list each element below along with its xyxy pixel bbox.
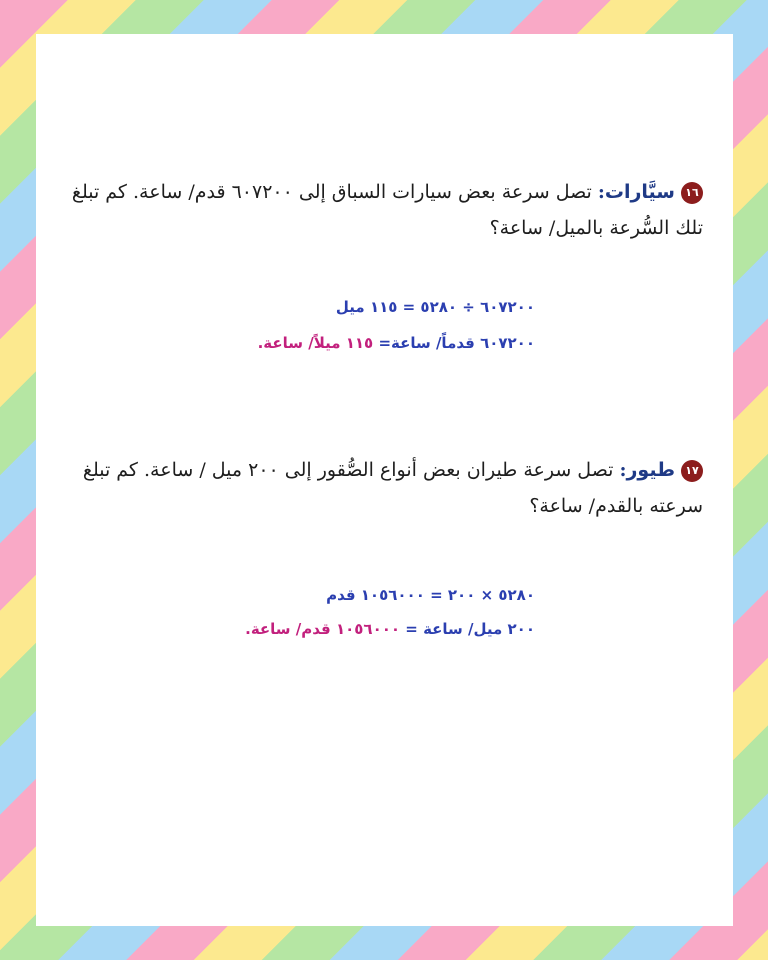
answer-16-line-2-pink: ١١٥ ميلاً/ ساعة. [257, 334, 374, 352]
topic-colon: : [597, 181, 605, 203]
problem-number-badge: ١٦ [681, 182, 703, 204]
answer-17-line-1: ٥٢٨٠ × ٢٠٠ = ١٠٥٦٠٠٠ قدم [326, 586, 535, 604]
answer-17-line-2-pink: ١٠٥٦٠٠٠ قدم/ ساعة. [245, 620, 401, 638]
problem-topic: طيور [626, 459, 675, 481]
topic-colon: : [619, 459, 627, 481]
answer-16-line-2-blue: ٦٠٧٢٠٠ قدماً/ ساعة= [378, 334, 535, 352]
answer-17-line-2 [245, 620, 535, 638]
problem-topic: سيَّارات [604, 181, 675, 203]
problem-16 [53, 174, 703, 246]
problem-number-badge: ١٧ [681, 460, 703, 482]
problem-17 [53, 452, 703, 524]
answer-17-line-2-blue: ٢٠٠ ميل/ ساعة = [405, 620, 535, 638]
problem-text: تصل سرعة طيران بعض أنواع الصُّقور إلى ٢٠٠ ميل / ساعة. كم تبلغ سرعته بالقدم/ ساعة؟ [82, 459, 703, 517]
answer-16-line-2 [258, 334, 535, 352]
problem-text: تصل سرعة بعض سيارات السباق إلى ٦٠٧٢٠٠ قدم/ ساعة. كم تبلغ تلك السُّرعة بالميل/ ساعة؟ [71, 181, 703, 239]
worksheet-page [36, 34, 733, 926]
answer-16-line-1: ٦٠٧٢٠٠ ÷ ٥٢٨٠ = ١١٥ ميل [335, 298, 535, 316]
